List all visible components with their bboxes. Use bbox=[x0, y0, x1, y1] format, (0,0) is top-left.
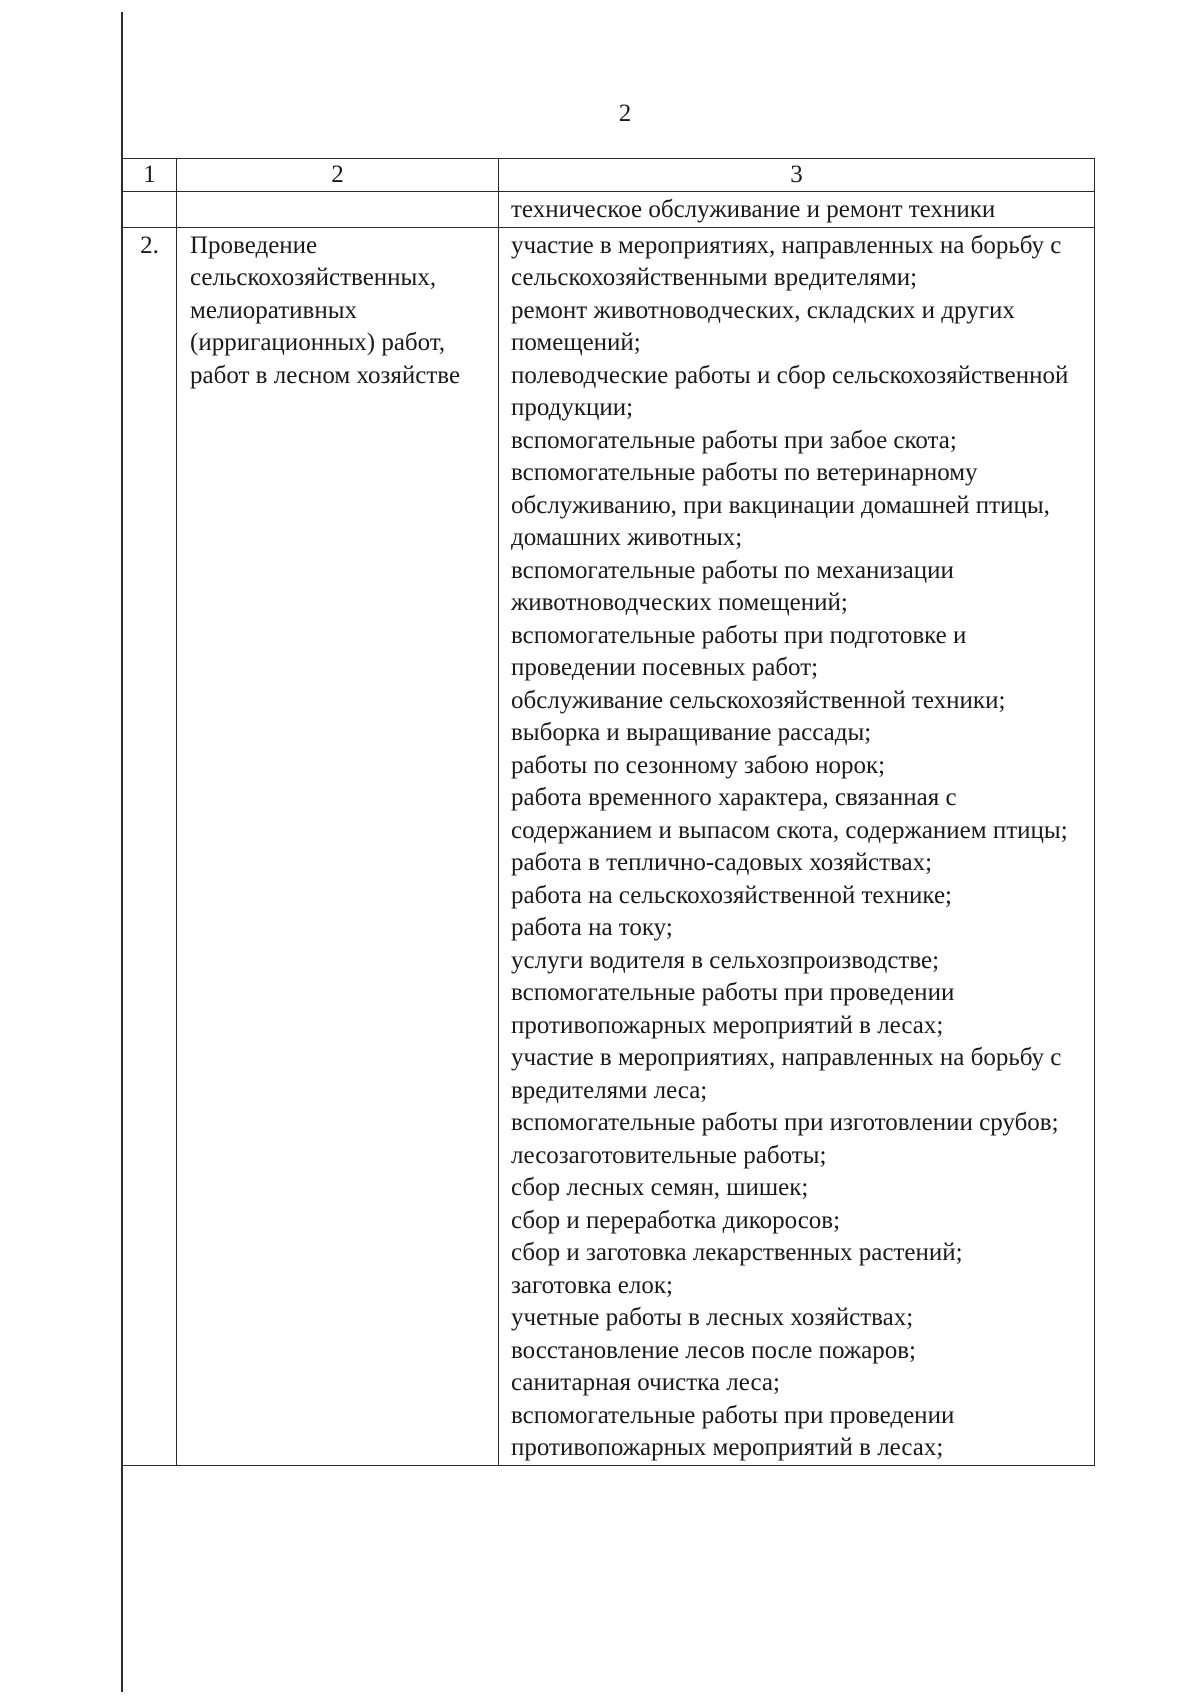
header-cell-1: 1 bbox=[123, 159, 177, 192]
list-item: учетные работы в лесных хозяйствах; bbox=[511, 1304, 914, 1331]
list-item: вспомогательные работы при изготовлении срубов; bbox=[511, 1109, 1059, 1136]
list-item: вспомогательные работы по ветеринарному обслуживанию, при вакцинации домашней птицы, домашних животных; bbox=[511, 459, 1050, 551]
list-item: участие в мероприятиях, направленных на борьбу с вредителями леса; bbox=[511, 1044, 1062, 1104]
list-item: вспомогательные работы при проведении противопожарных мероприятий в лесах; bbox=[511, 979, 955, 1039]
table-header-row bbox=[123, 159, 1095, 192]
works-table bbox=[122, 158, 1095, 1466]
list-item: услуги водителя в сельхозпроизводстве; bbox=[511, 946, 940, 974]
continuation-text-cell bbox=[499, 192, 1095, 228]
list-item: обслуживание сельскохозяйственной техники; bbox=[511, 686, 1006, 714]
continuation-text: техническое обслуживание и ремонт техники bbox=[511, 196, 996, 223]
header-cell-2: 2 bbox=[177, 159, 499, 192]
list-item: сбор лесных семян, шишек; bbox=[511, 1174, 809, 1201]
list-item: работа на сельскохозяйственной технике; bbox=[511, 881, 952, 909]
header-cell-3: 3 bbox=[499, 159, 1095, 192]
table-row-continuation bbox=[123, 192, 1095, 228]
row-name-cell bbox=[177, 227, 499, 1465]
list-item: работа в теплично-садовых хозяйствах; bbox=[511, 849, 933, 876]
list-item: вспомогательные работы при забое скота; bbox=[511, 426, 957, 454]
list-item: вспомогательные работы при проведении противопожарных мероприятий в лесах; bbox=[511, 1401, 955, 1461]
page-number: 2 bbox=[618, 100, 632, 127]
list-item: лесозаготовительные работы; bbox=[511, 1141, 827, 1169]
list-item: сбор и переработка дикоросов; bbox=[511, 1206, 841, 1234]
list-item: санитарная очистка леса; bbox=[511, 1369, 780, 1396]
row-number: 2. bbox=[140, 231, 159, 259]
continuation-name-cell bbox=[177, 192, 499, 228]
list-item: вспомогательные работы по механизации животноводческих помещений; bbox=[511, 556, 954, 616]
list-item: заготовка елок; bbox=[511, 1271, 673, 1299]
continuation-number-cell bbox=[123, 192, 177, 228]
list-item: участие в мероприятиях, направленных на борьбу с сельскохозяйственными вредителями; bbox=[511, 231, 1062, 291]
row-name: Проведение сельскохозяйственных, мелиоративных (ирригационных) работ, работ в лесном хозяйстве bbox=[190, 231, 461, 389]
list-item: работы по сезонному забою норок; bbox=[511, 751, 886, 779]
work-items-list bbox=[499, 228, 1094, 1465]
list-item: восстановление лесов после пожаров; bbox=[511, 1336, 916, 1364]
list-item: сбор и заготовка лекарственных растений; bbox=[511, 1239, 963, 1266]
list-item: ремонт животноводческих, складских и других помещений; bbox=[511, 296, 1015, 356]
list-item: работа временного характера, связанная с содержанием и выпасом скота, содержанием птицы; bbox=[511, 784, 1068, 844]
list-item: выборка и выращивание рассады; bbox=[511, 719, 872, 746]
row-items-cell bbox=[499, 227, 1095, 1465]
list-item: полеводческие работы и сбор сельскохозяйственной продукции; bbox=[511, 361, 1069, 421]
table-row bbox=[123, 227, 1095, 1465]
row-number-cell bbox=[123, 227, 177, 1465]
list-item: работа на току; bbox=[511, 914, 673, 941]
list-item: вспомогательные работы при подготовке и проведении посевных работ; bbox=[511, 621, 967, 681]
